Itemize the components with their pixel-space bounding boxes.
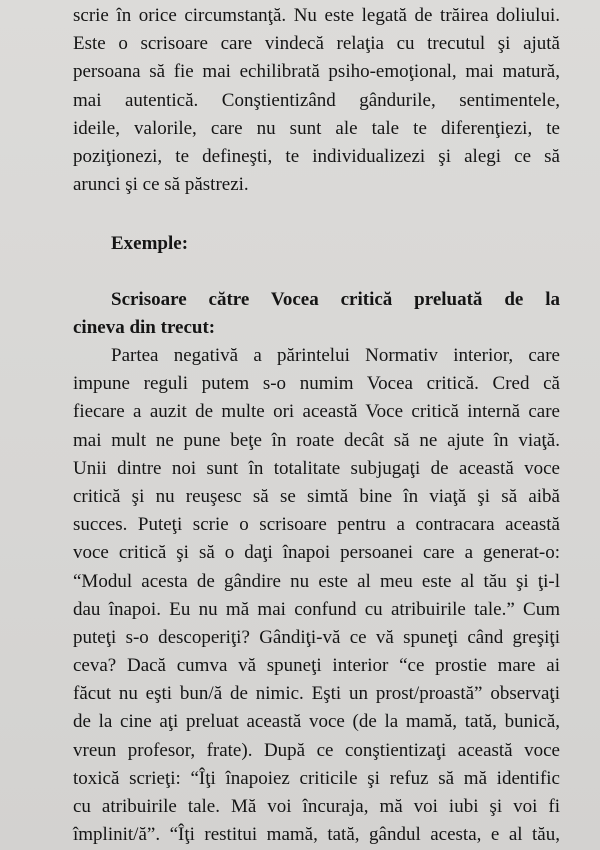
text-line: impune reguli putem s-o numim Vocea critică. Cred că [73, 373, 560, 395]
text-line: mai mult ne pune beţe în roate decât să ne ajute în viaţă. [73, 429, 560, 451]
text-line: fiecare a auzit de multe ori această Voce critică internă care [73, 401, 560, 423]
text-line: ceva? Dacă cumva vă spuneţi interior “ce prostie mare ai [73, 655, 560, 677]
text-line: cu atribuirile tale. Mă voi încuraja, mă voi iubi şi voi fi [73, 796, 560, 817]
body-paragraph [73, 342, 560, 849]
text-line: dau înapoi. Eu nu mă mai confund cu atribuirile tale.” Cum [73, 598, 560, 620]
text-line: Partea negativă a părintelui Normativ interior, care [111, 345, 560, 366]
heading-line: Scrisoare către Vocea critică preluată de la [111, 289, 560, 310]
text-line: scrie în orice circumstanţă. Nu este legată de trăirea doliului. [73, 5, 560, 26]
text-line: Unii dintre noi sunt în totalitate subjugaţi de această voce [73, 457, 560, 479]
text-line: critică şi nu reuşesc să se simtă bine în viaţă şi să aibă [73, 485, 560, 507]
heading-line: cineva din trecut: [73, 317, 216, 339]
text-line: Este o scrisoare care vindecă relaţia cu trecutul şi ajută [73, 33, 560, 55]
text-line: poziţionezi, te defineşti, te individualizezi şi alegi ce să [73, 145, 560, 167]
text-line: arunci şi ce să păstrezi. [73, 174, 249, 196]
text-line: toxică scrieţi: “Îţi înapoiez criticile şi refuz să mă identific [73, 767, 560, 789]
text-line: împlinit/ă”. “Îţi restitui mamă, tată, gândul acesta, e al tău, [73, 824, 560, 846]
text-line: făcut nu eşti bun/ă de nimic. Eşti un prost/proastă” observaţi [73, 683, 560, 705]
text-line: persoana să fie mai echilibrată psiho-emoţional, mai matură, [73, 61, 560, 83]
text-line: ideile, valorile, care nu sunt ale tale te diferenţiezi, te [73, 117, 560, 139]
text-line: mai autentică. Conştientizând gândurile, sentimentele, [73, 89, 560, 111]
section-heading-exemple: Exemple: [111, 233, 189, 254]
text-line: succes. Puteţi scrie o scrisoare pentru a contracara această [73, 514, 560, 536]
text-line: de la cine aţi preluat această voce (de la mamă, tată, bunică, [73, 711, 560, 733]
intro-paragraph [73, 2, 560, 199]
text-line: voce critică şi să o daţi înapoi persoanei care a generat-o: [73, 542, 560, 564]
text-line: “Modul acesta de gândire nu este al meu este al tău şi ţi-l [73, 570, 560, 592]
text-line: puteţi s-o descoperiţi? Gândiţi-vă ce vă spuneţi când greşiţi [73, 626, 560, 648]
section-heading-letter [73, 286, 560, 342]
text-line: vreun profesor, frate). După ce conştientizaţi această voce [73, 739, 560, 761]
